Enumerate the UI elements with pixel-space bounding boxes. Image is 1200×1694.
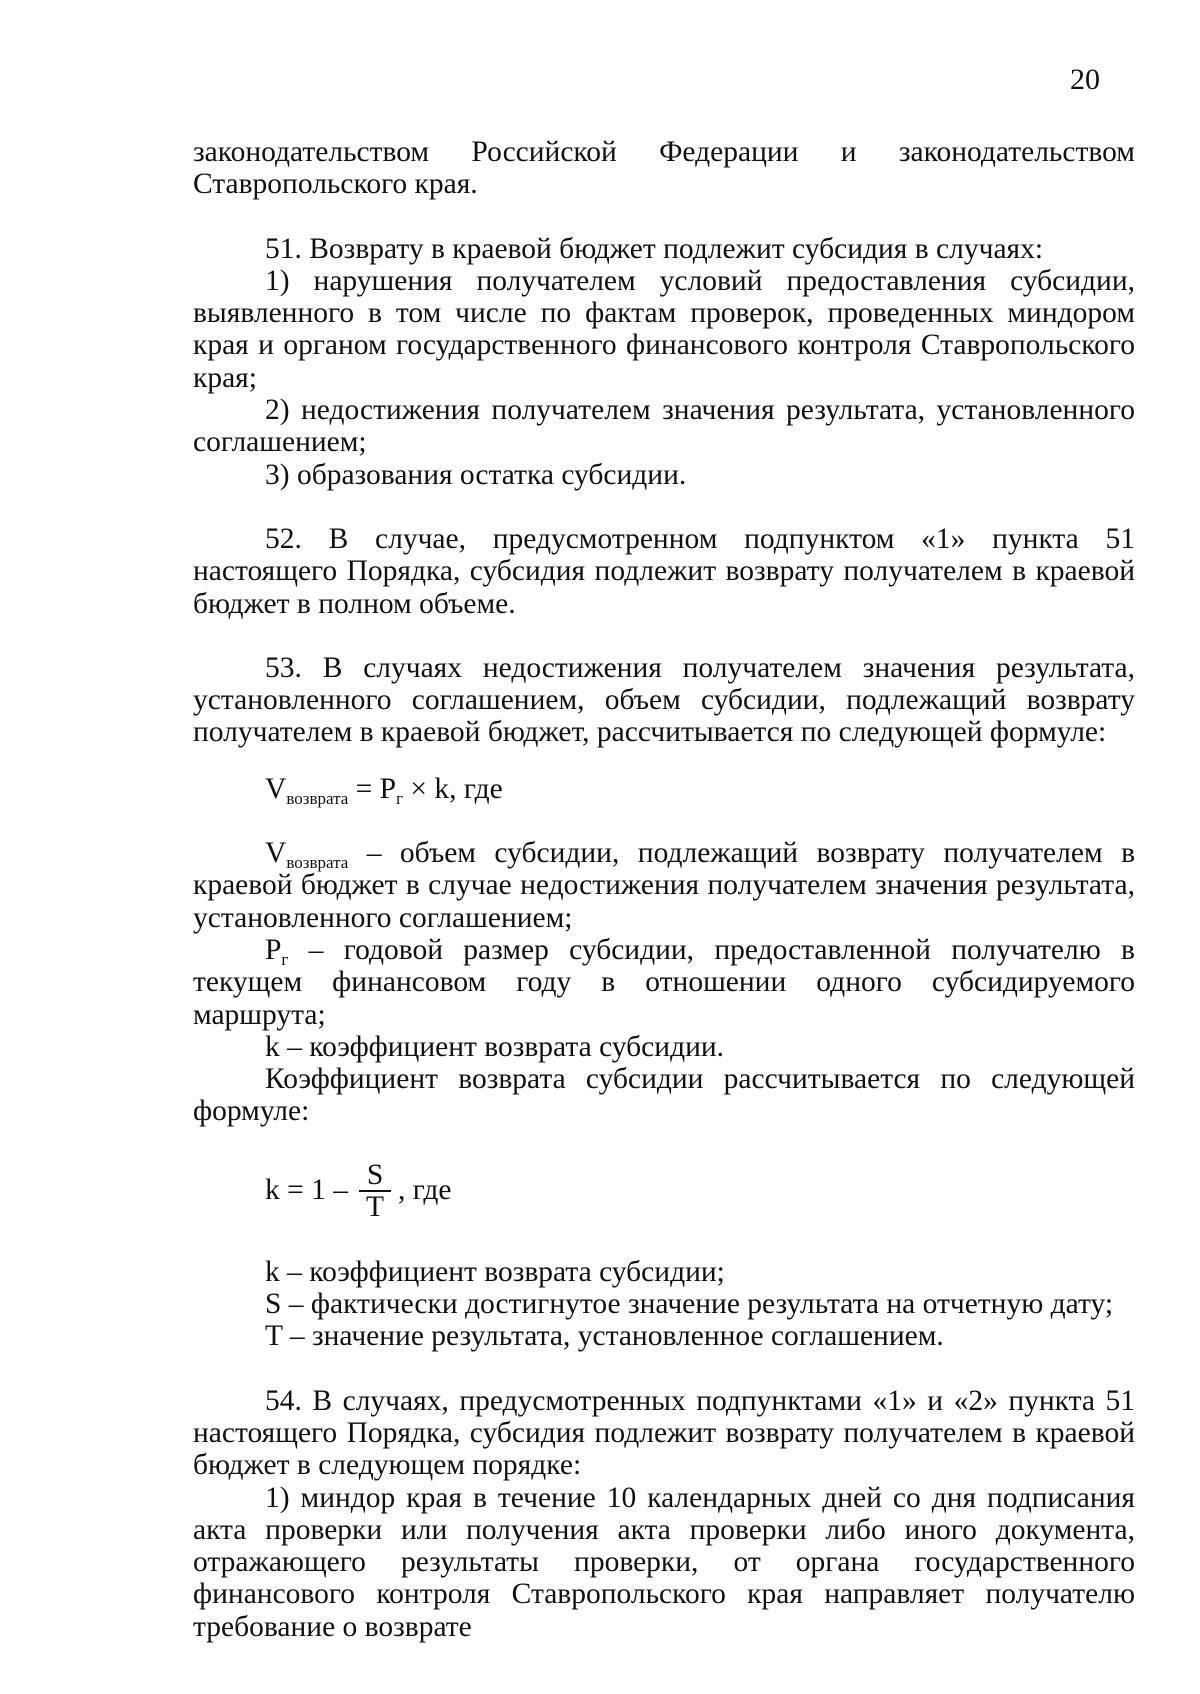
formula-v-return bbox=[193, 772, 1135, 808]
formula-k-right: , где bbox=[398, 1174, 452, 1207]
formula-v-subscript: возврата bbox=[286, 788, 349, 808]
formula-rest: × k, где bbox=[403, 772, 503, 805]
intro-line-1 bbox=[193, 136, 1135, 168]
paragraph-51-heading: 51. Возврату в краевой бюджет подлежит субсидия в случаях: bbox=[265, 232, 1044, 265]
formula-k bbox=[193, 1148, 1135, 1234]
intro-line-2: Ставропольского края. bbox=[193, 168, 478, 201]
definition-p-annual: $P_г$ – годовой размер субсидии, предоставленной получателю в текущем финансовом году в отношении одного субсидируемого маршрута; bbox=[193, 933, 1135, 1031]
fraction-numerator: S bbox=[359, 1160, 391, 1192]
formula-k-left: k = 1 – bbox=[265, 1174, 349, 1207]
intro-word: Российской bbox=[471, 136, 617, 168]
intro-word: законодательством bbox=[193, 136, 430, 168]
definition-p-subscript: г bbox=[281, 949, 289, 969]
intro-word: и bbox=[840, 136, 857, 168]
formula-equals-p: = P bbox=[348, 772, 397, 805]
paragraph-51-item-2: 2) недостижения получателем значения результата, установленного соглашением; bbox=[193, 394, 1135, 459]
document-body bbox=[193, 136, 1135, 1643]
definition-t: T – значение результата, установленное соглашением. bbox=[265, 1320, 944, 1353]
definition-v-symbol: V bbox=[265, 837, 287, 870]
paragraph-52: 52. В случае, предусмотренном подпунктом «1» пункта 51 настоящего Порядка, субсидия подлежит возврату получателем в краевой бюджет в полном объеме. bbox=[193, 522, 1135, 620]
paragraph-54-item-1: 1) миндор края в течение 10 календарных дней со дня подписания акта проверки или получения акта проверки либо иного документа, отражающего результаты проверки, от органа государственного финансового контроля Ставропольского края направляет получателю требование о возврате bbox=[193, 1481, 1135, 1643]
definition-s: S – фактически достигнутое значение результата на отчетную дату; bbox=[265, 1288, 1114, 1321]
definition-v-text: – объем субсидии, подлежащий возврату получателем в краевой бюджет в случае недостижения получателем значения результата, установленного соглашением; bbox=[193, 837, 1135, 934]
paragraph-54: 54. В случаях, предусмотренных подпунктами «1» и «2» пункта 51 настоящего Порядка, субсидия подлежит возврату получателем в краевой бюджет в следующем порядке: bbox=[193, 1384, 1135, 1482]
coefficient-intro: Коэффициент возврата субсидии рассчитывается по следующей формуле: bbox=[193, 1063, 1135, 1128]
intro-word: Федерации bbox=[659, 136, 799, 168]
formula-v-symbol: V bbox=[265, 772, 287, 805]
formula-k-fraction bbox=[358, 1160, 392, 1222]
paragraph-53: 53. В случаях недостижения получателем значения результата, установленного соглашением, объем субсидии, подлежащий возврату получателем в краевой бюджет, рассчитывается по следующей формуле: bbox=[193, 651, 1135, 749]
paragraph-51-item-3: 3) образования остатка субсидии. bbox=[265, 458, 687, 491]
intro-word: законодательством bbox=[898, 136, 1135, 168]
fraction-denominator: T bbox=[366, 1190, 385, 1223]
page-number: 20 bbox=[1070, 63, 1100, 96]
definition-k: k – коэффициент возврата субсидии. bbox=[265, 1030, 725, 1063]
formula-p-subscript: г bbox=[396, 788, 404, 808]
definition-v-subscript: возврата bbox=[286, 853, 349, 873]
definition-k-2: k – коэффициент возврата субсидии; bbox=[265, 1255, 725, 1288]
definition-v-return bbox=[193, 837, 1135, 934]
definition-p-text: – годовой размер субсидии, предоставленной получателю в текущем финансовом году в отношении одного субсидируемого маршрута; bbox=[193, 933, 1135, 1031]
paragraph-51-item-1: 1) нарушения получателем условий предоставления субсидии, выявленного в том числе по фактам проверок, проведенных миндором края и органом государственного финансового контроля Ставропольского края; bbox=[193, 264, 1135, 394]
